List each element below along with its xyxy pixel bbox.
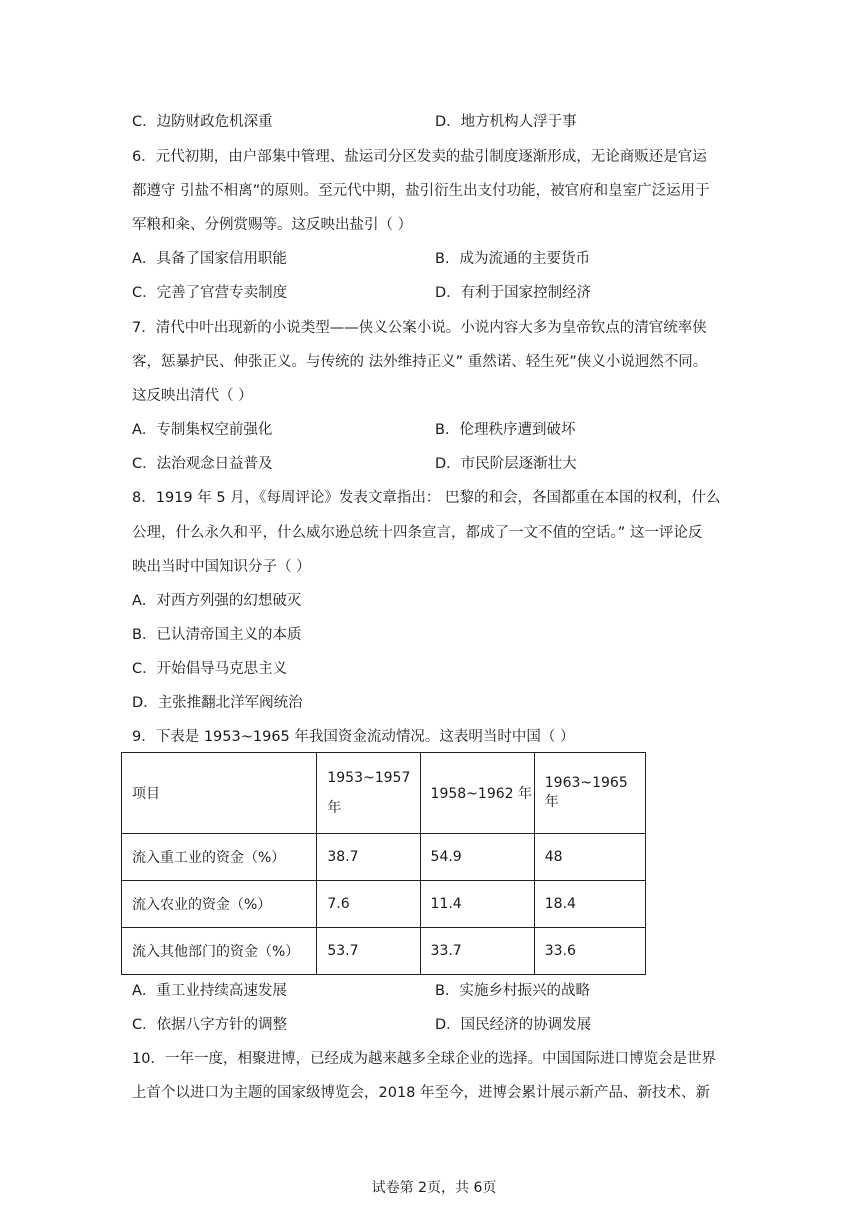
q9-option-c: C．依据八字方针的调整 [132, 1017, 288, 1033]
table-cell: 54.9 [420, 834, 534, 881]
q7-stem-line-3: 这反映出清代（ ） [132, 388, 253, 404]
q8-option-c: C．开始倡导马克思主义 [132, 661, 288, 677]
table-cell: 33.7 [420, 928, 534, 975]
q10-stem-line-1: 10．一年一度，相聚进博，已经成为越来越多全球企业的选择。中国国际进口博览会是世界 [132, 1051, 716, 1067]
q8-stem-line-3: 映出当时中国知识分子（ ） [132, 559, 311, 575]
q9-option-b: B．实施乡村振兴的战略 [435, 983, 590, 999]
q6-option-c: C．完善了官营专卖制度 [132, 285, 288, 301]
table-cell: 流入重工业的资金（%） [122, 834, 317, 881]
q7-option-d: D．市民阶层逐渐壮大 [435, 456, 577, 472]
q8-option-a: A．对西方列强的幻想破灭 [132, 593, 302, 609]
table-row [122, 881, 646, 928]
q10-stem-line-2: 上首个以进口为主题的国家级博览会，2018 年至今，进博会累计展示新产品、新技术、新 [132, 1085, 711, 1101]
table-header-row [122, 753, 646, 834]
q5-option-c: C．边防财政危机深重 [132, 114, 273, 130]
q6-option-b: B．成为流通的主要货币 [435, 251, 590, 267]
table-cell: 流入其他部门的资金（%） [122, 928, 317, 975]
q9-stem: 9．下表是 1953~1965 年我国资金流动情况。这表明当时中国（ ） [132, 729, 575, 745]
table-row [122, 834, 646, 881]
q7-stem-line-2: 客，惩暴护民、伸张正义。与传统的 法外维持正义” 重然诺、轻生死”侠义小说迥然不同。 [132, 354, 708, 370]
q9-option-a: A．重工业持续高速发展 [132, 983, 287, 999]
table-header-cell [317, 753, 420, 834]
table-cell: 11.4 [420, 881, 534, 928]
page-footer: 试卷第 2页，共 6页 [371, 1180, 497, 1196]
table-header-cell: 项目 [122, 753, 317, 834]
table-cell: 53.7 [317, 928, 420, 975]
table-cell: 18.4 [534, 881, 645, 928]
q7-option-b: B．伦理秩序遭到破坏 [435, 422, 576, 438]
table-cell: 流入农业的资金（%） [122, 881, 317, 928]
q8-option-d: D．主张推翻北洋军阀统治 [132, 695, 303, 711]
q7-stem-line-1: 7．清代中叶出现新的小说类型——侠义公案小说。小说内容大多为皇帝钦点的清官统率侠 [132, 320, 707, 336]
table-header-cell: 1958~1962 年 [420, 753, 534, 834]
q6-stem-line-2: 都遵守 引盐不相离”的原则。至元代中期，盐引衍生出支付功能，被官府和皇室广泛运用于 [132, 183, 710, 199]
fund-flow-table [121, 752, 646, 975]
table-row [122, 928, 646, 975]
table-cell: 7.6 [317, 881, 420, 928]
q6-option-a: A．具备了国家信用职能 [132, 251, 287, 267]
table-cell: 38.7 [317, 834, 420, 881]
table-header-cell: 1963~1965 年 [534, 753, 645, 834]
table-cell: 33.6 [534, 928, 645, 975]
q6-option-d: D．有利于国家控制经济 [435, 285, 592, 301]
q5-option-d: D．地方机构人浮于事 [435, 114, 577, 130]
q9-option-d: D．国民经济的协调发展 [435, 1017, 592, 1033]
q7-option-a: A．专制集权空前强化 [132, 422, 273, 438]
q6-stem-line-1: 6．元代初期，由户部集中管理、盐运司分区发卖的盐引制度逐渐形成，无论商贩还是官运 [132, 149, 707, 165]
q7-option-c: C．法治观念日益普及 [132, 456, 273, 472]
q8-stem-line-1: 8．1919 年 5 月，《每周评论》发表文章指出： 巴黎的和会，各国都重在本国的权利，什么 [132, 490, 721, 506]
table-header-cell-line: 年 [327, 800, 342, 816]
q6-stem-line-3: 军粮和籴、分例赏赐等。这反映出盐引（ ） [132, 217, 413, 233]
table-header-cell-line: 1953~1957 [327, 770, 411, 786]
table-cell: 48 [534, 834, 645, 881]
q8-stem-line-2: 公理，什么永久和平，什么威尔逊总统十四条宣言，都成了一文不值的空话。” 这一评论反 [132, 525, 703, 541]
q8-option-b: B．已认清帝国主义的本质 [132, 627, 302, 643]
